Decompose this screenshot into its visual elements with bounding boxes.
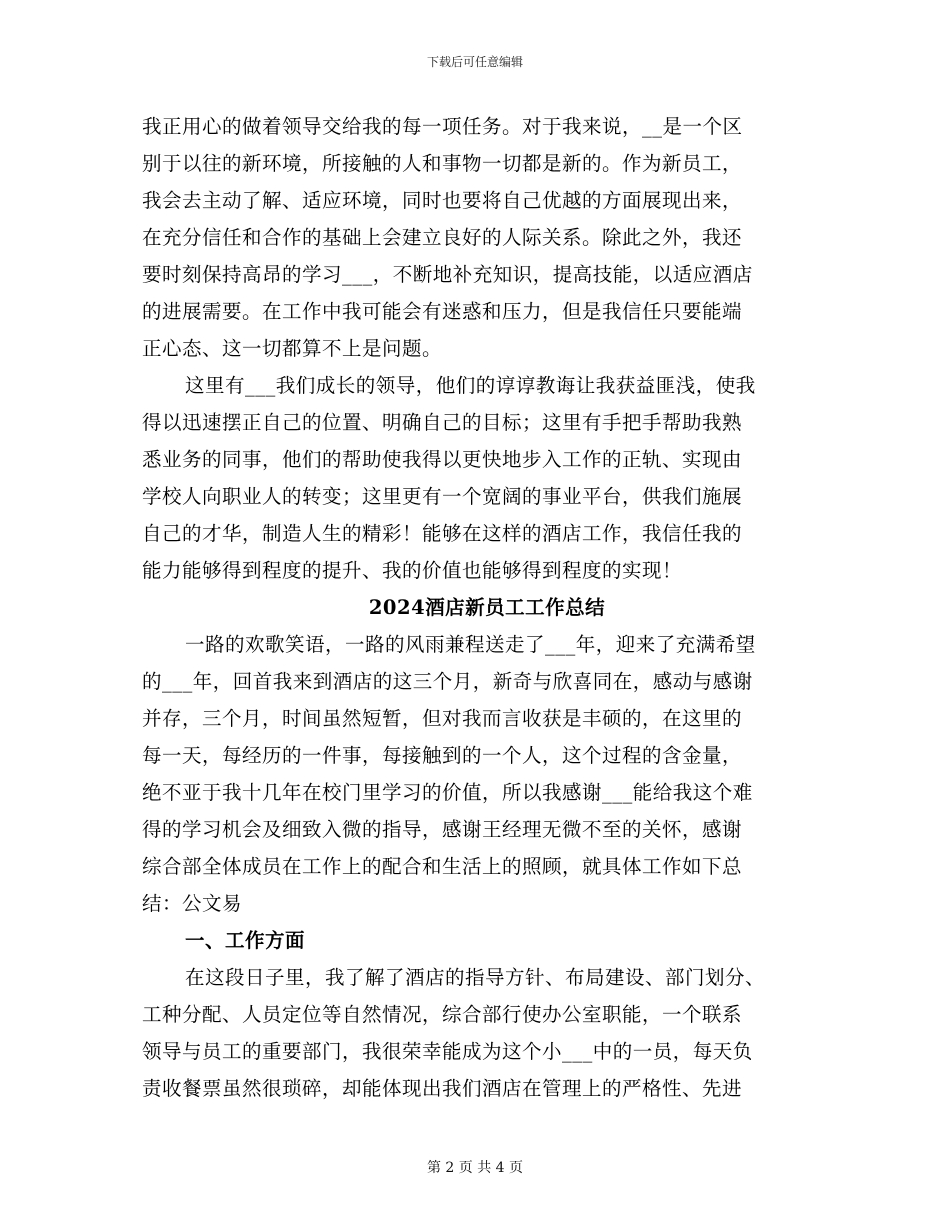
text-line: 得的学习机会及细致入微的指导，感谢王经理无微不至的关怀，感谢 (142, 818, 743, 841)
section-heading: 一、工作方面 (185, 929, 306, 952)
text-line: 自己的才华，制造人生的精彩！能够在这样的酒店工作，我信任我的 (142, 522, 743, 545)
text-line: 的___年，回首我来到酒店的这三个月，新奇与欣喜同在，感动与感谢 (142, 670, 753, 693)
text-line: 并存，三个月，时间虽然短暂，但对我而言收获是丰硕的，在这里的 (142, 707, 743, 730)
text-line: 学校人向职业人的转变；这里更有一个宽阔的事业平台，供我们施展 (142, 485, 743, 508)
document-title: 2024酒店新员工工作总结 (368, 596, 606, 619)
text-line: 领导与员工的重要部门，我很荣幸能成为这个小___中的一员，每天负 (142, 1040, 753, 1063)
text-line: 能力能够得到程度的提升、我的价值也能够得到程度的实现！ (142, 559, 683, 582)
page-header-note: 下载后可任意编辑 (426, 55, 523, 69)
text-line: 我会去主动了解、适应环境，同时也要将自己优越的方面展现出来， (142, 189, 743, 212)
text-line: 责收餐票虽然很琐碎，却能体现出我们酒店在管理上的严格性、先进 (142, 1077, 743, 1100)
document-body (142, 108, 822, 1107)
text-line: 在充分信任和合作的基础上会建立良好的人际关系。除此之外，我还 (142, 226, 743, 249)
text-line: 正心态、这一切都算不上是问题。 (142, 337, 443, 360)
paragraph-first-line: 在这段日子里，我了解了酒店的指导方针、布局建设、部门划分、 (185, 966, 766, 989)
text-line: 工种分配、人员定位等自然情况，综合部行使办公室职能，一个联系 (142, 1003, 743, 1026)
text-line: 要时刻保持高昂的学习___，不断地补充知识，提高技能，以适应酒店 (142, 263, 753, 286)
text-line: 结：公文易 (142, 892, 243, 915)
text-line: 每一天，每经历的一件事，每接触到的一个人，这个过程的含金量， (142, 744, 743, 767)
text-line: 得以迅速摆正自己的位置、明确自己的目标；这里有手把手帮助我熟 (142, 411, 743, 434)
text-line: 综合部全体成员在工作上的配合和生活上的照顾，就具体工作如下总 (142, 855, 743, 878)
paragraph-first-line: 这里有___我们成长的领导，他们的谆谆教诲让我获益匪浅，使我 (185, 374, 756, 397)
text-line: 别于以往的新环境，所接触的人和事物一切都是新的。作为新员工， (142, 152, 743, 175)
text-line: 我正用心的做着领导交给我的每一项任务。对于我来说，__是一个区 (142, 115, 743, 138)
paragraph-first-line: 一路的欢歌笑语，一路的风雨兼程送走了___年，迎来了充满希望 (185, 633, 756, 656)
text-line: 悉业务的同事，他们的帮助使我得以更快地步入工作的正轨、实现由 (142, 448, 743, 471)
text-line: 绝不亚于我十几年在校门里学习的价值，所以我感谢___能给我这个难 (142, 781, 753, 804)
text-line: 的进展需要。在工作中我可能会有迷惑和压力，但是我信任只要能端 (142, 300, 743, 323)
page-footer: 第 2 页 共 4 页 (426, 1160, 524, 1176)
